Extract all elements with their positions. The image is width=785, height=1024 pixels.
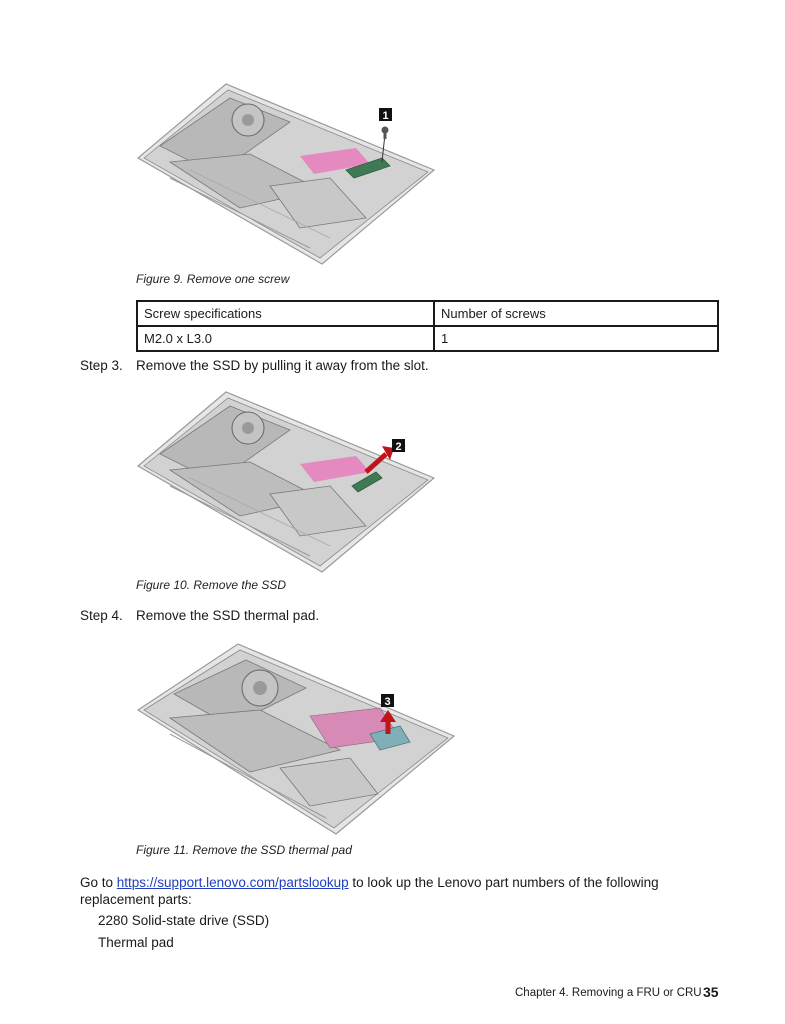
figure-10-illustration <box>130 386 440 576</box>
figure-9-illustration <box>130 78 440 268</box>
table-header-cell: Screw specifications <box>137 301 434 326</box>
screw-spec-table <box>136 300 719 352</box>
laptop-bottom-illustration <box>138 644 454 834</box>
step-3-text: Remove the SSD by pulling it away from the slot. <box>136 358 429 373</box>
figure-11-caption: Figure 11. Remove the SSD thermal pad <box>136 843 352 857</box>
step-3-label: Step 3. <box>80 358 123 373</box>
callout-number-1: 1 <box>382 110 389 122</box>
paragraph-suffix: to look up the Lenovo part numbers of the following replacement parts: <box>80 875 659 907</box>
callout-number-3: 3 <box>384 696 391 708</box>
callout-number-2: 2 <box>395 441 402 453</box>
footer-chapter-title: Chapter 4. Removing a FRU or CRU <box>515 987 702 999</box>
figure-9-caption: Figure 9. Remove one screw <box>136 272 290 286</box>
table-cell: M2.0 x L3.0 <box>137 326 434 351</box>
step-4-text: Remove the SSD thermal pad. <box>136 608 320 623</box>
paragraph-prefix: Go to <box>80 875 117 890</box>
table-header-cell: Number of screws <box>434 301 718 326</box>
step-4-label: Step 4. <box>80 608 123 623</box>
table-header-row <box>137 301 718 326</box>
page-number: 35 <box>703 984 719 1000</box>
laptop-bottom-illustration <box>138 392 434 572</box>
list-item: Thermal pad <box>98 935 174 950</box>
list-item: 2280 Solid-state drive (SSD) <box>98 913 270 928</box>
table-row <box>137 326 718 351</box>
table-cell: 1 <box>434 326 718 351</box>
figure-10-caption: Figure 10. Remove the SSD <box>136 578 287 592</box>
partslookup-link[interactable]: https://support.lenovo.com/partslookup <box>116 875 349 890</box>
parts-lookup-paragraph <box>80 874 680 908</box>
figure-11-illustration <box>130 638 460 838</box>
